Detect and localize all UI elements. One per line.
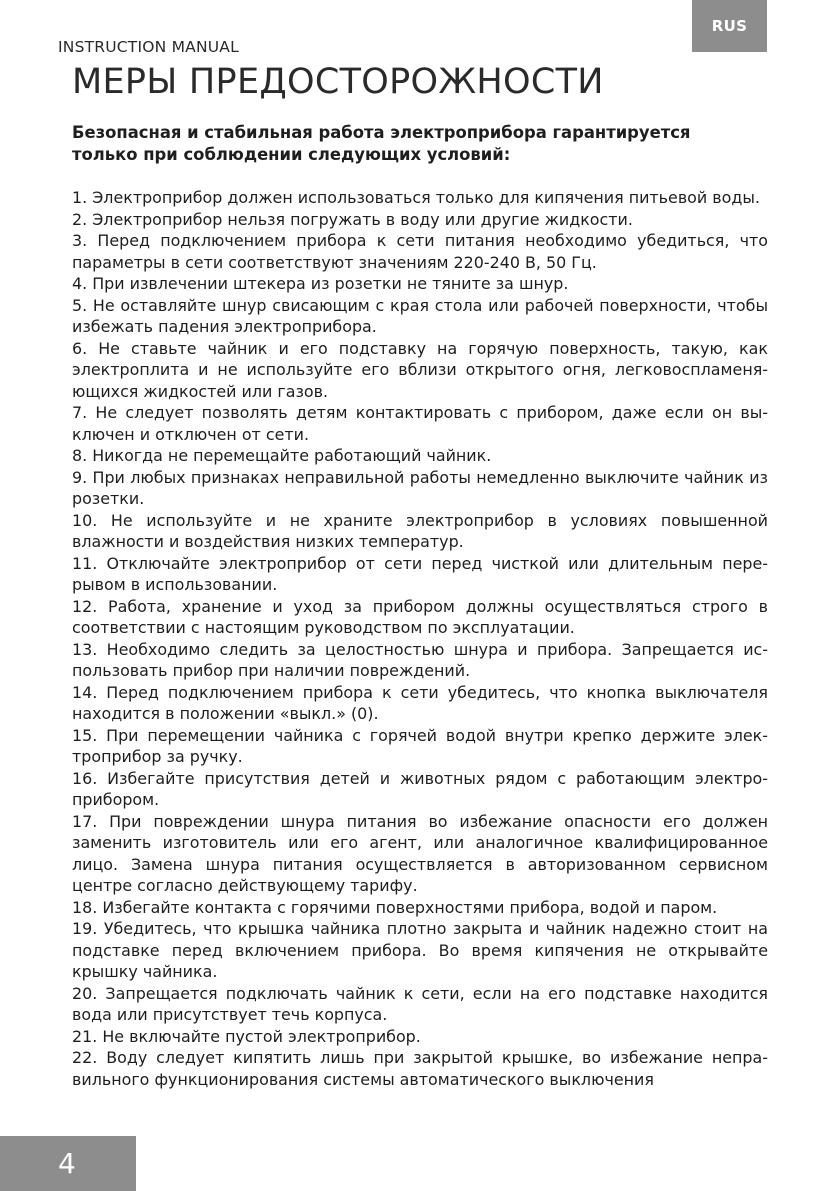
list-item: 20. Запрещается подключать чайник к сети, если на его подставке находится вода или присутствует течь корпуса. <box>72 983 768 1024</box>
intro-text: Безопасная и стабильная работа электроприбора гарантируется только при соблюдении следующих условий: <box>72 123 691 164</box>
list-item: 8. Никогда не перемещайте работающий чайник. <box>72 446 492 465</box>
list-item: 1. Электроприбор должен использоваться только для кипячения питьевой воды. <box>72 188 760 207</box>
list-item: 3. Перед подключением прибора к сети питания необходимо убедиться, что параметры в сети соответствуют значениям 220-240 В, 50 Гц. <box>72 231 768 272</box>
page-title: МЕРЫ ПРЕДОСТОРОЖНОСТИ <box>72 62 604 102</box>
list-item: 11. Отключайте электроприбор от сети перед чисткой или длительным перерывом в использовании. <box>72 553 768 594</box>
list-item: 5. Не оставляйте шнур свисающим с края стола или рабочей поверхности, чтобы избежать падения электроприбора. <box>72 295 768 336</box>
list-item: 16. Избегайте присутствия детей и животных рядом с работающим электроприбором. <box>72 768 768 809</box>
list-item: 18. Избегайте контакта с горячими поверхностями прибора, водой и паром. <box>72 897 718 917</box>
list-item: 4. При извлечении штекера из розетки не тяните за шнур. <box>72 274 569 293</box>
list-item: 2. Электроприбор нельзя погружать в воду или другие жидкости. <box>72 209 633 229</box>
list-item: 9. При любых признаках неправильной работы немедленно выключите чайник из розетки. <box>72 467 768 508</box>
list-item: 19. Убедитесь, что крышка чайника плотно закрыта и чайник надежно стоит на подставке перед включением прибора. Во время кипячения не открывайте крышку чайника. <box>72 919 768 981</box>
list-item: 10. Не используйте и не храните электроприбор в условиях повышенной влажности и воздействия низких температур. <box>72 510 768 551</box>
list-item: 13. Необходимо следить за целостностью шнура и прибора. Запрещается использовать прибор при наличии повреждений. <box>72 639 768 680</box>
page-number: 4 <box>0 1136 136 1191</box>
list-item: 21. Не включайте пустой электроприбор. <box>72 1026 421 1046</box>
list-item: 14. Перед подключением прибора к сети убедитесь, что кнопка выключателя находится в положении «выкл.» (0). <box>72 682 768 723</box>
list-item: 15. При перемещении чайника с горячей водой внутри крепко держите электроприбор за ручку. <box>72 725 768 766</box>
list-item: 6. Не ставьте чайник и его подставку на горячую поверхность, такую, как электроплита и не используйте его вблизи открытого огня, легковоспламеняющихся жидкостей или газов. <box>72 338 768 401</box>
language-tab: RUS <box>692 0 767 52</box>
manual-label: INSTRUCTION MANUAL <box>58 38 239 56</box>
list-item: 12. Работа, хранение и уход за прибором должны осуществляться строго в соответствии с настоящим руководством по эксплуатации. <box>72 596 768 637</box>
precautions-list <box>72 187 768 1090</box>
list-item: 7. Не следует позволять детям контактировать с прибором, даже если он выключен и отключен от сети. <box>72 403 768 444</box>
list-item: 17. При повреждении шнура питания во избежание опасности его должен заменить изготовитель или его агент, или аналогичное квалифицированное лицо. Замена шнура питания осуществляется в авторизованном сервисном центре согласно действующему тарифу. <box>72 811 768 895</box>
list-item: 22. Воду следует кипятить лишь при закрытой крышке, во избежание неправильного функционирования системы автоматического выключения <box>72 1048 768 1089</box>
